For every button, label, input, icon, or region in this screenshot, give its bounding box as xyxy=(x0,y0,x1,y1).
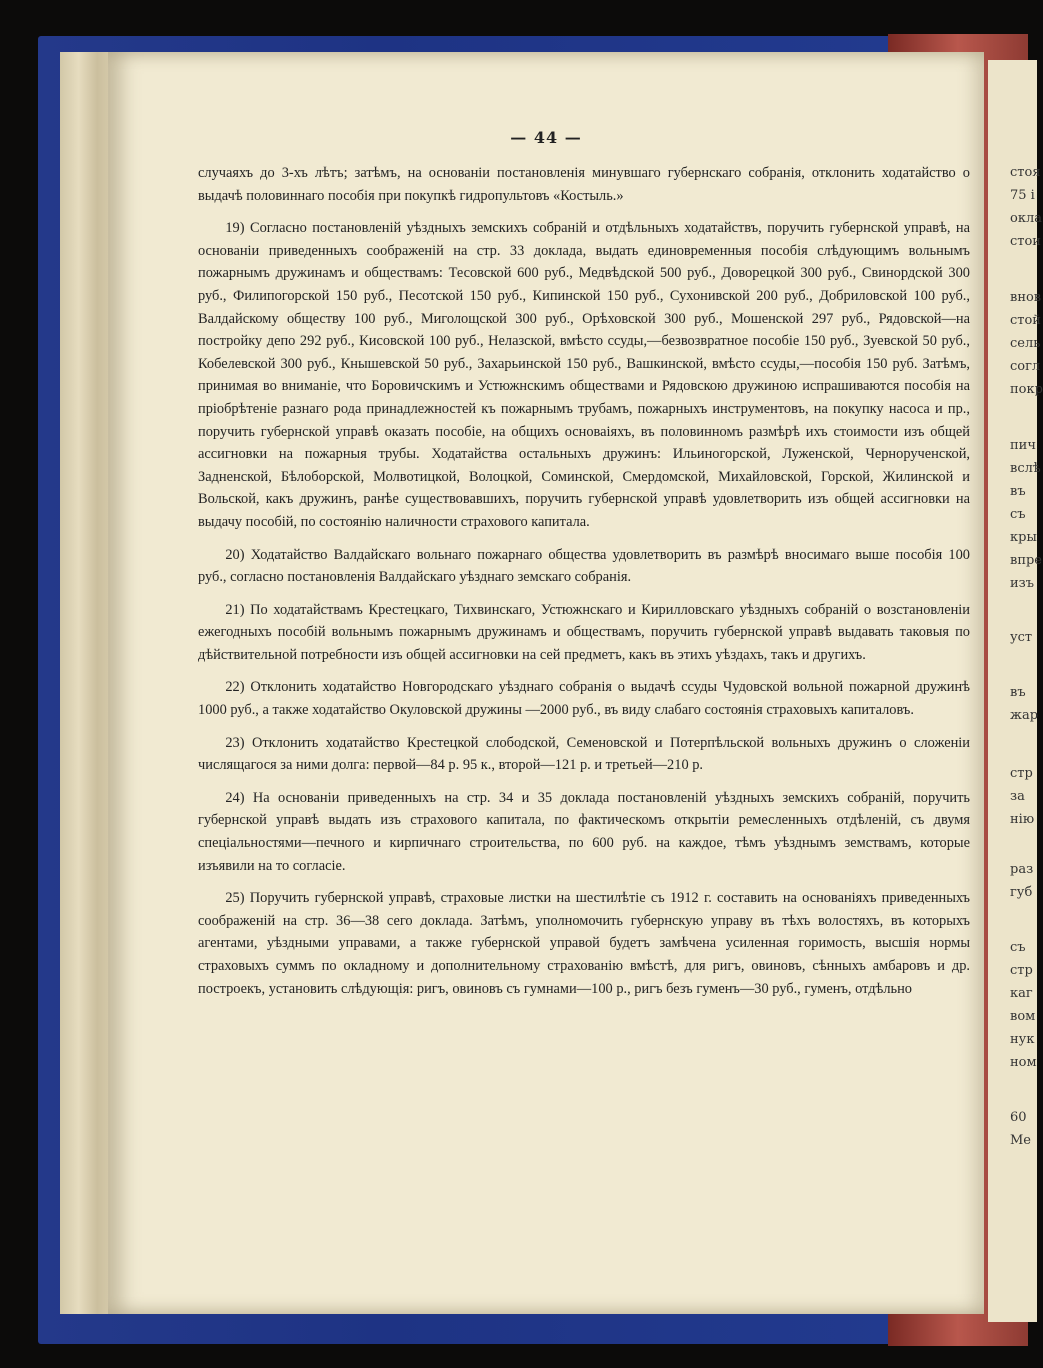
facing-line: раз xyxy=(1010,862,1034,877)
facing-line: Ме xyxy=(1010,1133,1032,1148)
paragraph-23: 23) Отклонить ходатайство Крестецкой слободской, Семеновской и Потерпѣльской вольныхъ дружинъ о сложеніи числящагося за ними долга: первой—84 р. 95 к., второй—121 р. и третьей—210 р. xyxy=(198,734,970,774)
facing-line: изъ xyxy=(1010,576,1035,591)
paragraph-20: 20) Ходатайство Валдайскаго вольнаго пожарнаго общества удовлетворить въ размѣрѣ вносимаго выше пособія 100 руб., согласно постановленія Валдайскаго уѣзднаго земскаго собранія. xyxy=(198,546,970,586)
facing-line: стой xyxy=(1010,313,1041,328)
book-page xyxy=(108,52,984,1314)
facing-line: вслѣ xyxy=(1010,461,1041,476)
paragraph-19: 19) Согласно постановленій уѣздныхъ земскихъ собраній и отдѣльныхъ ходатайствъ, поручить губернской управѣ, на основаніи приведенныхъ соображеній на стр. 33 доклада, выдать единовременныя пособія слѣдующимъ вольнымъ пожарнымъ дружинамъ и обществамъ: Тесовской 600 руб., Медвѣдской 500 руб., Доворецкой 300 руб., Свинордской 300 руб., Филипогорской 150 руб., Песотской 150 руб., Кипинской 150 руб., Сухонивской 200 руб., Добриловской 100 руб., Валдайскому обществу 100 руб., Миголощской 300 руб., Орѣховской 300 руб., Мошенской 297 руб., Рядовской—на постройку депо 292 руб., Кисовской 100 руб., Нелазской, вмѣсто ссуды,—безвозвратное пособіе 150 руб., Зуевской 50 руб., Кобелевской 300 руб., Кнышевской 50 руб., Захарьинской 150 руб., Вашкинской, вмѣсто ссуды,—пособія 150 руб. Затѣмъ, принимая во вниманіе, что Боровичскимъ и Устюжнскимъ обществами и Рядовскою дружиною испрашиваются пособія на пріобрѣтеніе разнаго рода принадлежностей къ пожарнымъ трубамъ, пожарныхъ инструментовъ, на покупку насоса и пр., поручить губернской управѣ оказать пособіе, на общихъ основаіяхъ, въ половинномъ размѣрѣ ихъ стоимости изъ общей ассигновки на пожарныя трубы. Ходатайства остальныхъ дружинъ: Ильиногорской, Луженской, Чернорученской, Задненской, Бѣлоборской, Молвотицкой, Волоцкой, Соминской, Смердомской, Михайловской, Горской, Жилинской и Вольской, какъ дружинъ, ранѣе существовавшихъ, поручить губернской управѣ удовлетворить изъ общей ассигновки на выдачу пособій, по состоянію наличности страхового капитала. xyxy=(198,220,970,530)
facing-line: губ xyxy=(1010,885,1033,900)
facing-line: уст xyxy=(1010,630,1033,645)
facing-line: съ xyxy=(1010,507,1026,522)
facing-line: стр xyxy=(1010,963,1033,978)
facing-line: окла xyxy=(1010,211,1042,226)
facing-line: согл xyxy=(1010,359,1041,374)
facing-line: 75 і xyxy=(1010,188,1035,203)
facing-line: съ xyxy=(1010,940,1026,955)
facing-line: жар xyxy=(1010,708,1039,723)
facing-line: нію xyxy=(1010,812,1035,827)
paragraph-intro: случаяхъ до 3-хъ лѣтъ; затѣмъ, на основаніи постановленія минувшаго губернскаго собранія, отклонить ходатайство о выдачѣ половиннаго пособія при покупкѣ гидропультовъ «Костыль.» xyxy=(198,165,970,204)
facing-line: стоя xyxy=(1010,165,1041,180)
paragraph-24: 24) На основаніи приведенныхъ на стр. 34 и 35 доклада постановленій уѣздныхъ земскихъ собраній, поручить губернской управѣ выдать изъ страхового капитала, по фактическомъ открытіи ремесленныхъ отдѣленій, съ двумя спеціальностями—печного и кирпичнаго строительства, по 600 руб. на каждое, тѣмъ уѣзднымъ земствамъ, которые изъявили на то согласіе. xyxy=(198,789,970,874)
facing-line: покр xyxy=(1010,382,1043,397)
page-text xyxy=(198,162,970,1010)
facing-line: стои xyxy=(1010,234,1041,249)
facing-line: кры xyxy=(1010,530,1037,545)
facing-line: ном xyxy=(1010,1055,1037,1070)
paragraph-21: 21) По ходатайствамъ Крестецкаго, Тихвинскаго, Устюжнскаго и Кирилловскаго уѣздныхъ собраній о возстановленіи ежегодныхъ пособій вольнымъ пожарнымъ дружинамъ и обществамъ, поручить губернской управѣ выдавать таковыя по дѣйствительной потребности изъ общей ассигновки на сей предметъ, какъ въ этихъ уѣздахъ, такъ и другихъ. xyxy=(198,601,970,663)
facing-line: каг xyxy=(1010,986,1033,1001)
facing-line: пич xyxy=(1010,438,1036,453)
page-number: — 44 — xyxy=(510,128,582,147)
paragraph-25: 25) Поручить губернской управѣ, страховые листки на шестилѣтіе съ 1912 г. составить на основаніяхъ приведенныхъ соображеній на стр. 36—38 сего доклада. Затѣмъ, уполномочить губернскую управу въ тѣхъ волостяхъ, въ которыхъ агентами, уѣздными управами, а также губернской управой будетъ замѣчена усиленная горимость, высшія нормы страховыхъ суммъ по окладному и дополнительному страхованію вмѣстѣ, для ригъ, овиновъ, сѣнныхъ амбаровъ и др. построекъ, установить слѣдующія: ригъ, овиновъ съ гумнами—100 р., ригъ безъ гуменъ—30 руб., гуменъ, отдѣльно xyxy=(198,890,970,997)
paragraph-22: 22) Отклонить ходатайство Новгородскаго уѣзднаго собранія о выдачѣ ссуды Чудовской вольной пожарной дружинѣ 1000 руб., а также ходатайство Окуловской дружины —2000 руб., въ виду слабаго состоянія страховыхъ капиталовъ. xyxy=(198,679,970,719)
facing-line: въ xyxy=(1010,484,1026,499)
facing-line: внов xyxy=(1010,290,1042,305)
facing-line: 60 xyxy=(1010,1110,1027,1125)
facing-line: стр xyxy=(1010,766,1033,781)
facing-line: за xyxy=(1010,789,1025,804)
facing-line: нук xyxy=(1010,1032,1035,1047)
facing-page xyxy=(988,60,1043,1322)
facing-line: вом xyxy=(1010,1009,1036,1024)
facing-line: въ xyxy=(1010,685,1026,700)
facing-line: впре xyxy=(1010,553,1042,568)
facing-line: сель xyxy=(1010,336,1041,351)
